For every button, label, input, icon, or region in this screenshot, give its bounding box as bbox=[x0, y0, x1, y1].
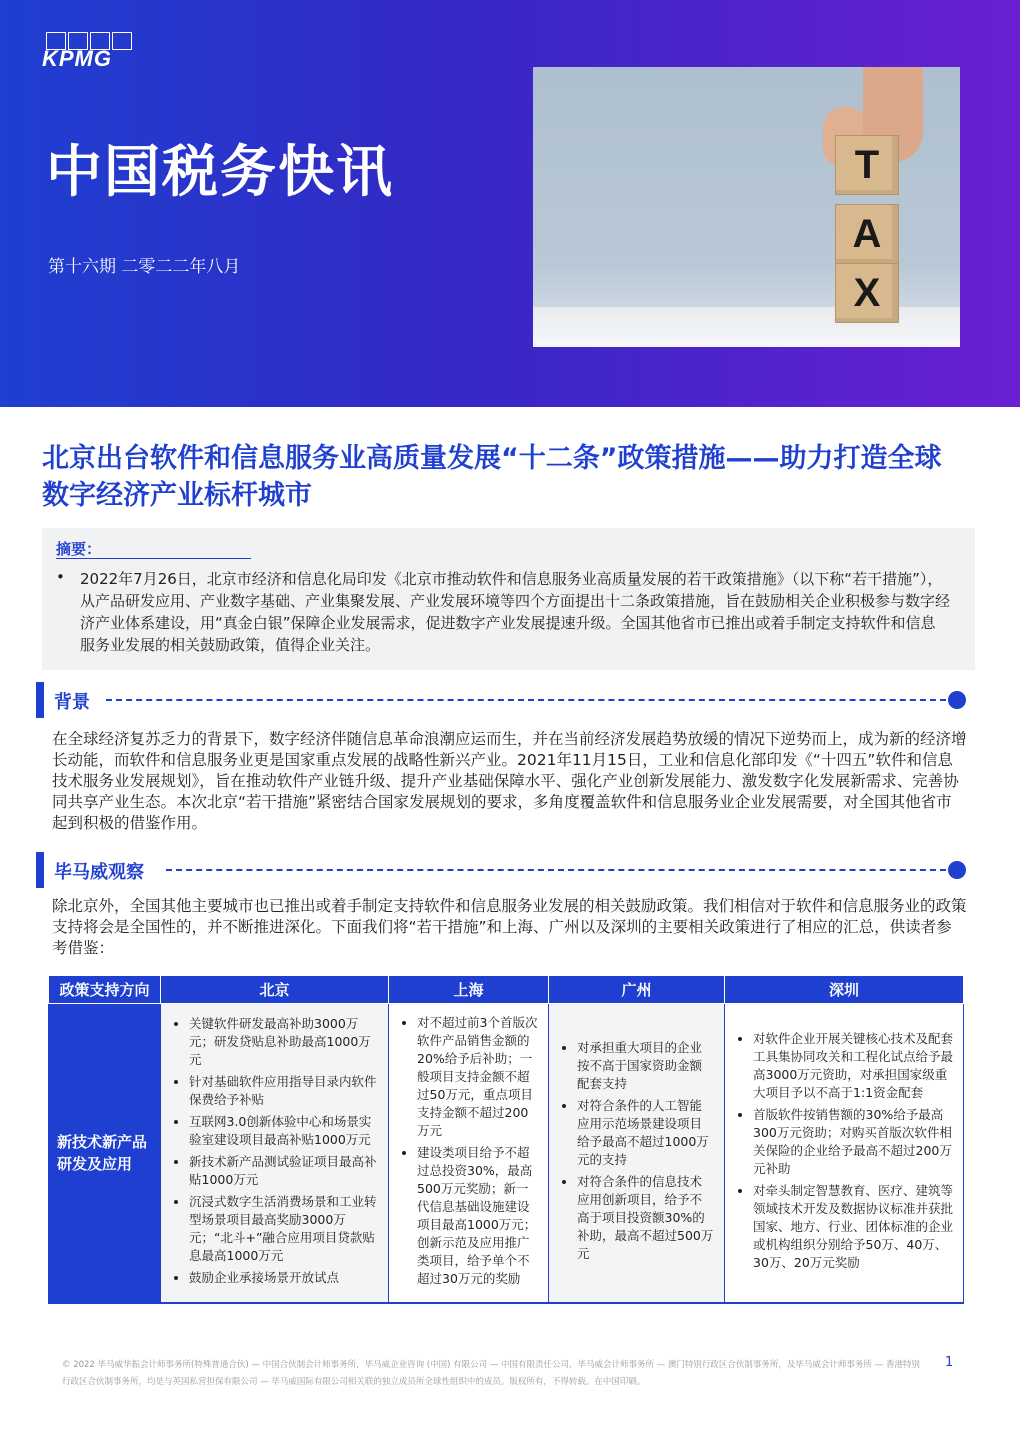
guangzhou-list bbox=[559, 1039, 714, 1263]
cell-shenzhen bbox=[725, 1004, 964, 1304]
list-item: • 新技术新产品测试验证项目最高补贴1000万元 bbox=[189, 1153, 378, 1189]
section-header-background bbox=[36, 682, 966, 718]
list-item: • 互联网3.0创新体验中心和场景实验室建设项目最高补贴1000万元 bbox=[189, 1113, 378, 1149]
list-item: • 鼓励企业承接场景开放试点 bbox=[189, 1269, 378, 1287]
col-header-shenzhen: 深圳 bbox=[725, 976, 964, 1004]
list-item: • 关键软件研发最高补助3000万元；研发贷贴息补助最高1000万元 bbox=[189, 1015, 378, 1069]
kpmg-logo: KPMG bbox=[42, 46, 112, 71]
summary-text: 2022年7月26日，北京市经济和信息化局印发《北京市推动软件和信息服务业高质量发展的若干政策措施》（以下称“若干措施”），从产品研发应用、产业数字基础、产业集聚发展、产业发展环境等四个方面提出十二条政策措施，旨在鼓励相关企业积极参与数字经济产业体系建设，用“真金白银”保障企业发展需求，促进数字产业发展提速升级。全国其他省市已推出或着手制定支持软件和信息服务业发展的相关鼓励政策，值得企业关注。 bbox=[80, 570, 951, 654]
masthead-title: 中国税务快讯 bbox=[46, 140, 394, 205]
article-title: 北京出台软件和信息服务业高质量发展“十二条”政策措施——助力打造全球数字经济产业标杆城市 bbox=[42, 443, 942, 511]
tax-cubes-photo bbox=[533, 67, 960, 347]
col-header-beijing: 北京 bbox=[161, 976, 389, 1004]
observation-paragraph: 除北京外，全国其他主要城市也已推出或着手制定支持软件和信息服务业发展的相关鼓励政策。我们相信对于软件和信息服务业的政策支持将会是全国性的，并不断推进深化。下面我们将“若干措施”和上海、广州以及深圳的主要相关政策进行了相应的汇总，供读者参考借鉴： bbox=[52, 897, 967, 957]
bullet-icon: • bbox=[56, 568, 65, 586]
list-item: • 对符合条件的信息技术应用创新项目，给予不高于项目投资额30%的补助，最高不超过500万元 bbox=[577, 1173, 714, 1263]
summary-underline bbox=[56, 558, 251, 559]
list-item: • 沉浸式数字生活消费场景和工业转型场景项目最高奖励3000万元；“北斗+”融合应用项目贷款贴息最高1000万元 bbox=[189, 1193, 378, 1265]
summary-box bbox=[42, 528, 975, 670]
table-row bbox=[49, 1004, 964, 1304]
section-dashed-rule bbox=[106, 699, 946, 701]
hero-banner bbox=[0, 0, 1020, 407]
col-header-shanghai: 上海 bbox=[389, 976, 549, 1004]
background-paragraph: 在全球经济复苏乏力的背景下，数字经济伴随信息革命浪潮应运而生，并在当前经济发展趋势放缓的情况下逆势而上，成为新的经济增长动能，而软件和信息服务业更是国家重点发展的战略性新兴产业。2021年11月15日，工业和信息化部印发《“十四五”软件和信息技术服务业发展规划》，旨在推动软件产业链升级、提升产业基础保障水平、强化产业创新发展能力、激发数字化发展新需求、完善协同共享产业生态。本次北京“若干措施”紧密结合国家发展规划的要求，多角度覆盖软件和信息服务业企业发展需要，对全国其他省市起到积极的借鉴作用。 bbox=[52, 730, 967, 832]
section-bar bbox=[36, 682, 44, 718]
policy-comparison-table bbox=[48, 975, 964, 1304]
list-item: • 对牵头制定智慧教育、医疗、建筑等领域技术开发及数据协议标准并获批国家、地方、行业、团体标准的企业或机构组织分别给予50万、40万、30万、20万元奖励 bbox=[753, 1182, 953, 1272]
shanghai-list bbox=[399, 1014, 538, 1288]
section-dot-icon bbox=[948, 691, 966, 709]
section-bar bbox=[36, 852, 44, 888]
shenzhen-list bbox=[735, 1030, 953, 1272]
beijing-list bbox=[171, 1015, 378, 1287]
section-header-observation bbox=[36, 852, 966, 888]
list-item: • 首版软件按销售额的30%给予最高300万元资助；对购买首版次软件相关保险的企业给予最高不超过200万元补助 bbox=[753, 1106, 953, 1178]
section-title: 毕马威观察 bbox=[54, 862, 144, 883]
section-dot-icon bbox=[948, 861, 966, 879]
row-label: 新技术新产品研发及应用 bbox=[49, 1004, 161, 1304]
page-number: 1 bbox=[945, 1355, 954, 1370]
cell-guangzhou bbox=[549, 1004, 725, 1304]
list-item: • 对不超过前3个首版次软件产品销售金额的20%给予后补助；一般项目支持金额不超过50万元，重点项目支持金额不超过200万元 bbox=[417, 1014, 538, 1140]
copyright-footer: © 2022 毕马威华振会计师事务所(特殊普通合伙) — 中国合伙制会计师事务所，毕马威企业咨询 (中国) 有限公司 — 中国有限责任公司，毕马威会计师事务所 — 澳门特别行政区合伙制事务所，及毕马威会计师事务所 — 香港特别行政区合伙制事务所，均是与英国私营担保有限公司 — 毕马威国际有限公司相关联的独立成员所全球性组织中的成员。版权所有，不得转载。在中国印刷。 bbox=[62, 1360, 920, 1387]
issue-date: 第十六期 二零二二年八月 bbox=[48, 257, 241, 277]
list-item: • 对软件企业开展关键核心技术及配套工具集协同攻关和工程化试点给予最高3000万元资助，对承担国家级重大项目予以不高于1:1资金配套 bbox=[753, 1030, 953, 1102]
cell-beijing bbox=[161, 1004, 389, 1304]
list-item: • 对承担重大项目的企业按不高于国家资助金额配套支持 bbox=[577, 1039, 714, 1093]
col-header-guangzhou: 广州 bbox=[549, 976, 725, 1004]
table-header-row bbox=[49, 976, 964, 1004]
section-title: 背景 bbox=[54, 692, 90, 713]
cube-t: T bbox=[835, 135, 899, 195]
col-header-direction: 政策支持方向 bbox=[49, 976, 161, 1004]
summary-label: 摘要： bbox=[56, 540, 102, 558]
cell-shanghai bbox=[389, 1004, 549, 1304]
cube-a: A bbox=[835, 204, 899, 264]
list-item: • 针对基础软件应用指导目录内软件保费给予补贴 bbox=[189, 1073, 378, 1109]
section-dashed-rule bbox=[166, 869, 946, 871]
cube-x: X bbox=[835, 263, 899, 323]
list-item: • 建设类项目给予不超过总投资30%，最高500万元奖励；新一代信息基础设施建设项目最高1000万元；创新示范及应用推广类项目，给予单个不超过30万元的奖励 bbox=[417, 1144, 538, 1288]
list-item: • 对符合条件的人工智能应用示范场景建设项目给予最高不超过1000万元的支持 bbox=[577, 1097, 714, 1169]
